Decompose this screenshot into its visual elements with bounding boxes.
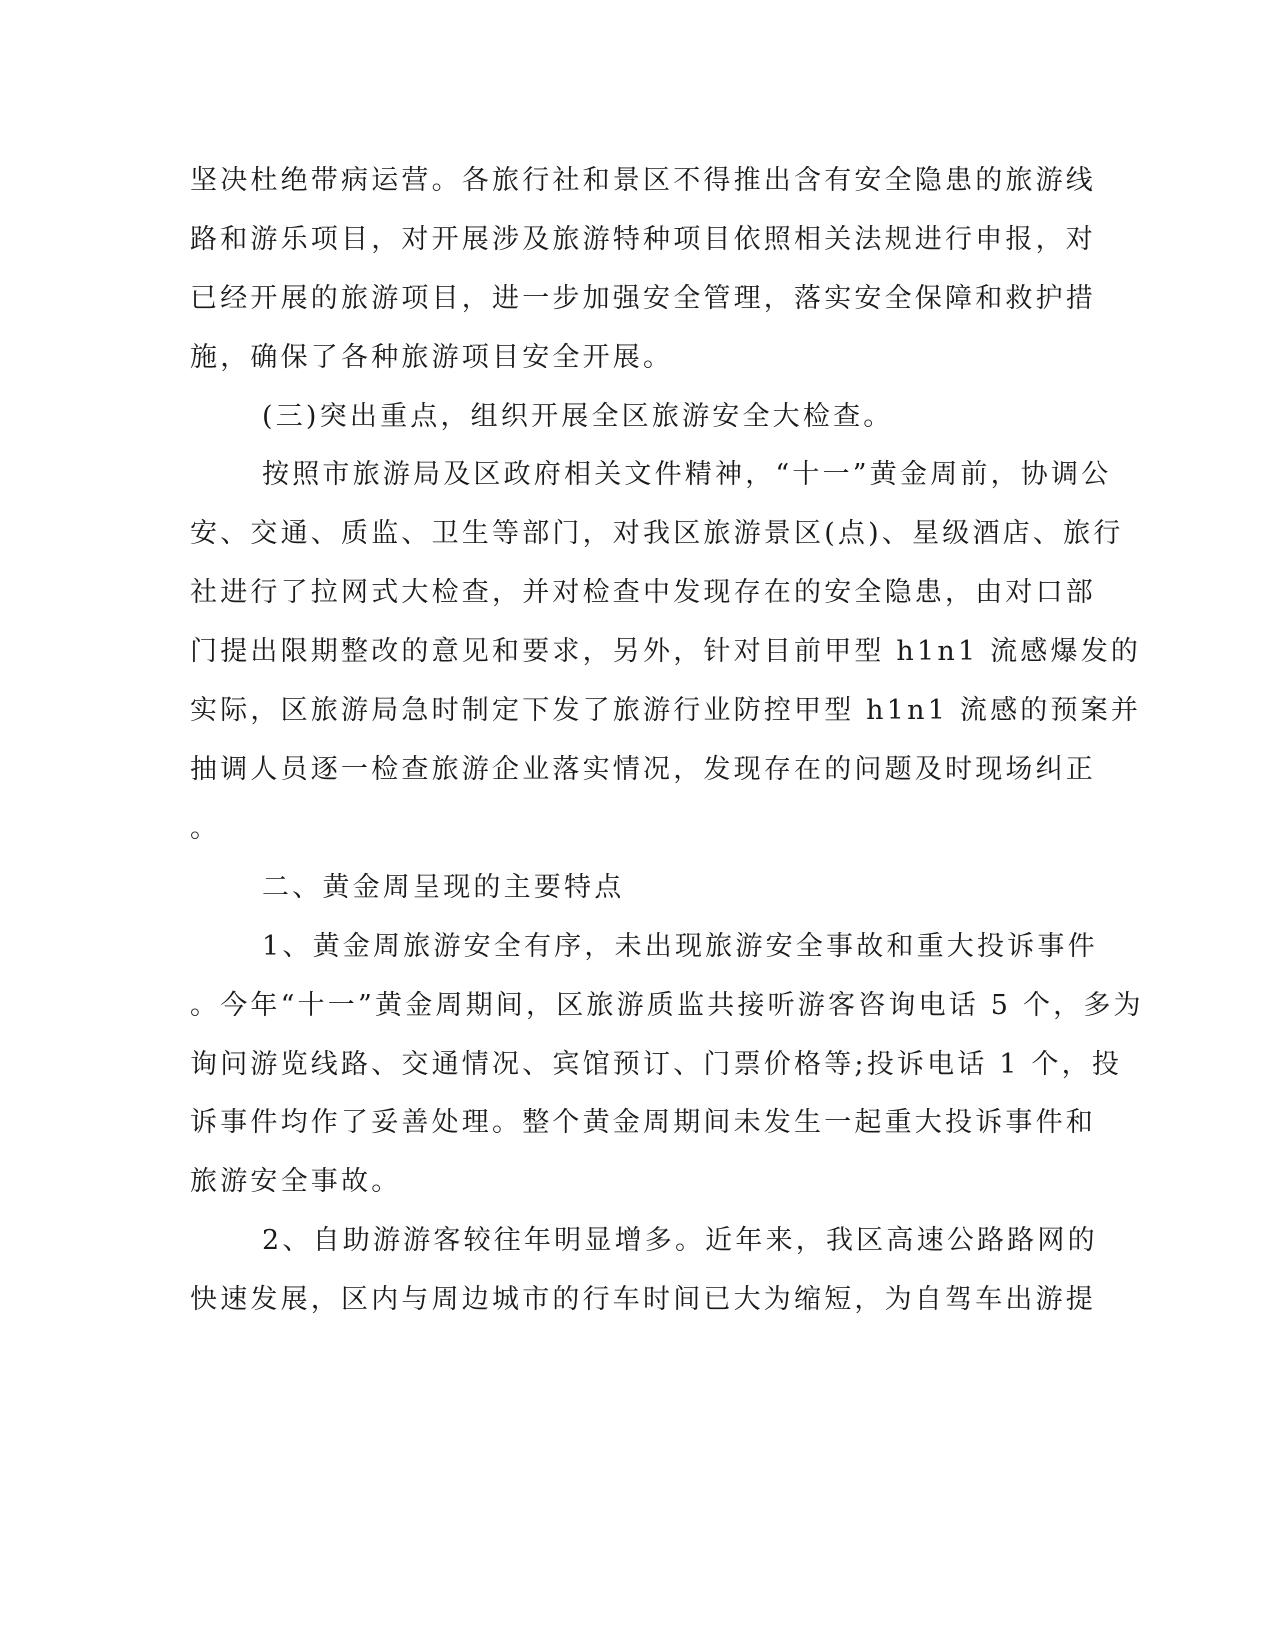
text-line: 2、自助游游客较往年明显增多。近年来，我区高速公路路网的 bbox=[262, 1225, 1098, 1256]
section-heading: (三)突出重点，组织开展全区旅游安全大检查。 bbox=[262, 401, 894, 432]
text-line: 询问游览线路、交通情况、宾馆预订、门票价格等;投诉电话 1 个，投 bbox=[190, 1049, 1123, 1080]
text-line: 施，确保了各种旅游项目安全开展。 bbox=[190, 342, 674, 373]
text-line: 实际，区旅游局急时制定下发了旅游行业防控甲型 h1n1 流感的预案并 bbox=[190, 695, 1142, 726]
text-line: 安、交通、质监、卫生等部门，对我区旅游景区(点)、星级酒店、旅行 bbox=[190, 518, 1124, 549]
text-line: 诉事件均作了妥善处理。整个黄金周期间未发生一起重大投诉事件和 bbox=[190, 1107, 1096, 1138]
text-line: 路和游乐项目，对开展涉及旅游特种项目依照相关法规进行申报，对 bbox=[190, 224, 1096, 255]
text-line: 抽调人员逐一检查旅游企业落实情况，发现存在的问题及时现场纠正 bbox=[190, 754, 1096, 785]
text-line: 社进行了拉网式大检查，并对检查中发现存在的安全隐患，由对口部 bbox=[190, 577, 1096, 608]
text-line: 。 bbox=[190, 813, 221, 844]
section-heading: 二、黄金周呈现的主要特点 bbox=[262, 872, 625, 903]
text-line: 快速发展，区内与周边城市的行车时间已大为缩短，为自驾车出游提 bbox=[190, 1284, 1096, 1315]
text-line: 已经开展的旅游项目，进一步加强安全管理，落实安全保障和救护措 bbox=[190, 283, 1096, 314]
text-line: 1、黄金周旅游安全有序，未出现旅游安全事故和重大投诉事件 bbox=[262, 931, 1098, 962]
text-line: 。今年“十一”黄金周期间，区旅游质监共接听游客咨询电话 5 个，多为 bbox=[190, 990, 1144, 1021]
text-line: 坚决杜绝带病运营。各旅行社和景区不得推出含有安全隐患的旅游线 bbox=[190, 165, 1096, 196]
text-line: 门提出限期整改的意见和要求，另外，针对目前甲型 h1n1 流感爆发的 bbox=[190, 636, 1142, 667]
text-line: 旅游安全事故。 bbox=[190, 1166, 402, 1197]
text-line: 按照市旅游局及区政府相关文件精神，“十一”黄金周前，协调公 bbox=[262, 459, 1112, 490]
